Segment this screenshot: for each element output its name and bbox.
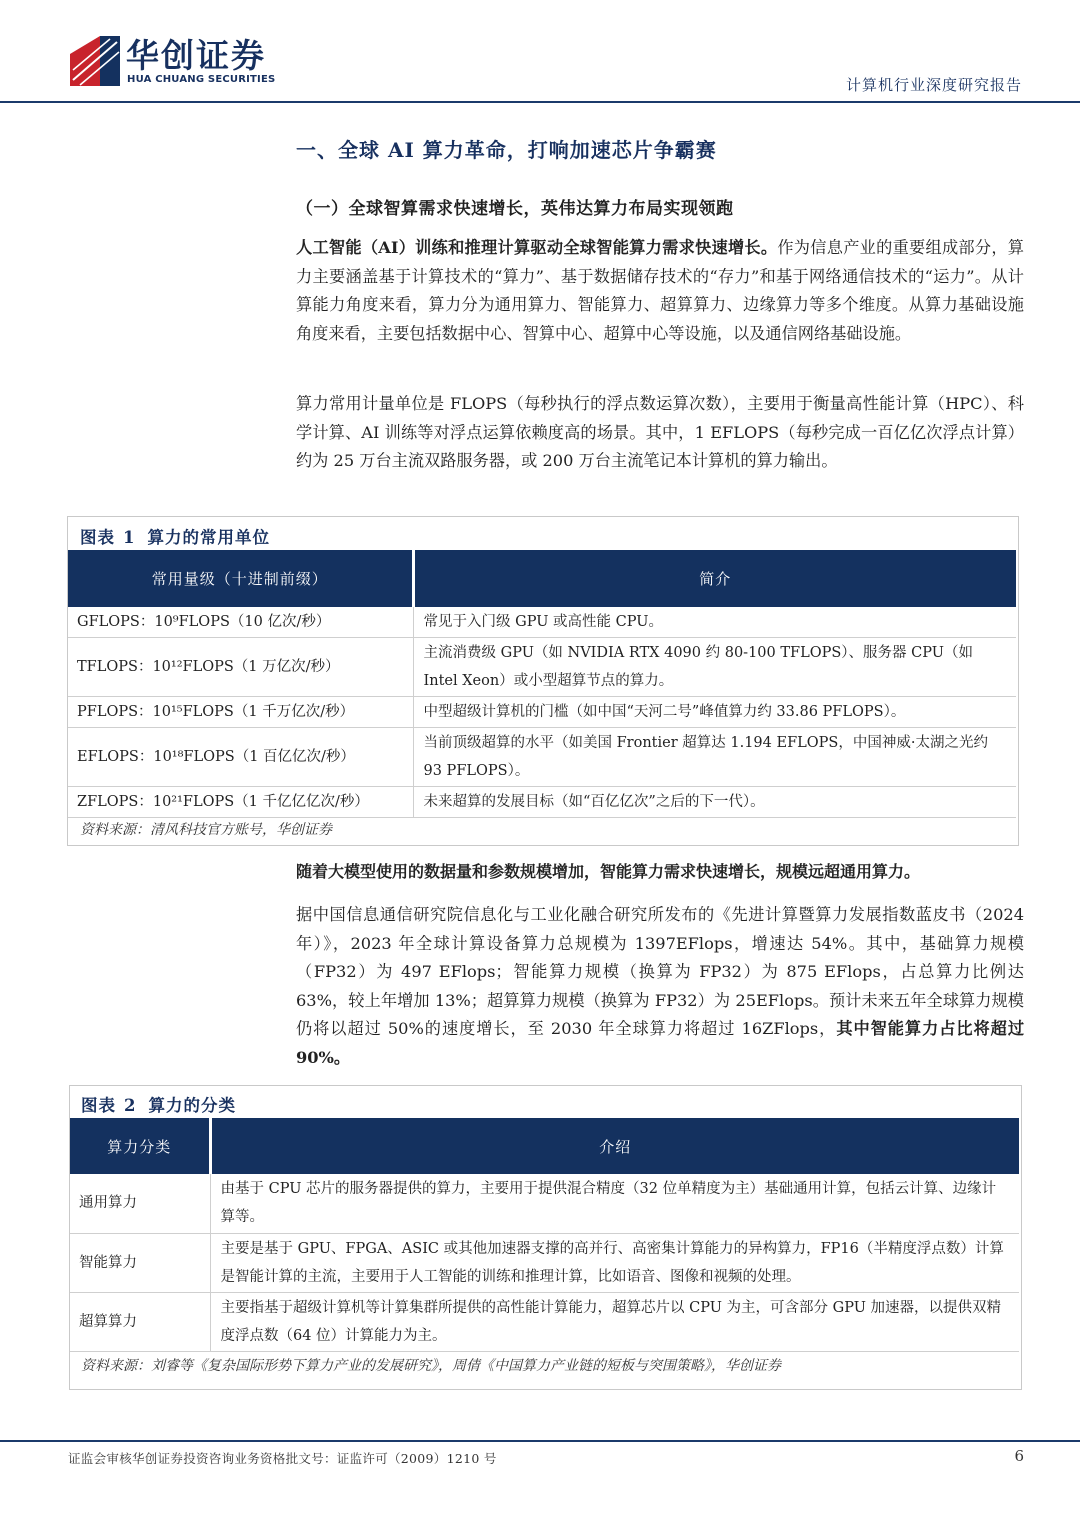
unit-cell: TFLOPS：10¹²FLOPS（1 万亿次/秒） (68, 638, 413, 697)
description-cell: 常见于入门级 GPU 或高性能 CPU。 (413, 607, 1016, 638)
table-row (68, 697, 1016, 728)
table-row (68, 638, 1016, 697)
table-row (68, 728, 1016, 787)
table-header-cell: 简介 (413, 550, 1016, 607)
figure-1-caption: 算力的常用单位 (147, 528, 270, 547)
paragraph-intro (296, 234, 1024, 348)
figure-1-number: 1 (123, 528, 136, 547)
table-header-cell: 介绍 (210, 1118, 1019, 1174)
header-divider (0, 101, 1080, 103)
table-row (68, 607, 1016, 638)
table-row (70, 1292, 1019, 1351)
figure-2 (69, 1085, 1022, 1390)
paragraph-flops-unit: 算力常用计量单位是 FLOPS（每秒执行的浮点数运算次数），主要用于衡量高性能计算（HPC）、科学计算、AI 训练等对浮点运算依赖度高的场景。其中，1 EFLOPS（每秒完成一百亿亿次浮点计算）约为 25 万台主流双路服务器，或 200 万台主流笔记本计算机的算力输出。 (296, 394, 1024, 470)
figure-1-title (80, 524, 270, 548)
figure-1-label: 图表 (80, 528, 115, 547)
footer-disclaimer: 证监会审核华创证券投资咨询业务资格批文号：证监许可（2009）1210 号 (68, 1451, 497, 1466)
paragraph-caict-body: 据中国信息通信研究院信息化与工业化融合研究所发布的《先进计算暨算力发展指数蓝皮书（2024 年）》，2023 年全球计算设备算力总规模为 1397EFlops，增速达 54%。其中，基础算力规模（FP32）为 497 EFlops；智能算力规模（换算为 FP32）为 875 EFlops，占总算力比例达 63%，较上年增加 13%；超算算力规模（换算为 FP32）为 25EFlops。预计未来五年全球算力规模仍将以超过 50%的速度增长，至 2030 年全球算力将超过 16ZFlops， (296, 905, 1024, 1038)
category-cell: 通用算力 (70, 1174, 210, 1233)
figure-2-number: 2 (124, 1096, 137, 1115)
table-header-cell: 算力分类 (70, 1118, 210, 1174)
description-cell: 未来超算的发展目标（如“百亿亿次”之后的下一代）。 (413, 787, 1016, 818)
description-cell: 当前顶级超算的水平（如美国 Frontier 超算达 1.194 EFLOPS，中国神威·太湖之光约 93 PFLOPS）。 (413, 728, 1016, 787)
table-row (70, 1233, 1019, 1292)
page-header (0, 0, 1080, 104)
figure-1-source: 资料来源：清风科技官方账号，华创证券 (80, 822, 332, 838)
description-cell: 主流消费级 GPU（如 NVIDIA RTX 4090 约 80-100 TFLOPS）、服务器 CPU（如 Intel Xeon）或小型超算节点的算力。 (413, 638, 1016, 697)
description-cell: 主要指基于超级计算机等计算集群所提供的高性能计算能力，超算芯片以 CPU 为主，可含部分 GPU 加速器，以提供双精度浮点数（64 位）计算能力为主。 (210, 1292, 1019, 1351)
logo-english-name: HUA CHUANG SECURITIES (127, 74, 276, 85)
paragraph-caict-data (296, 901, 1024, 1072)
table-row (68, 787, 1016, 818)
footer-divider (0, 1440, 1080, 1442)
table-header-cell: 常用量级（十进制前缀） (68, 550, 413, 607)
figure-2-caption: 算力的分类 (148, 1096, 236, 1115)
report-type: 计算机行业深度研究报告 (845, 76, 1022, 94)
classification-table (70, 1118, 1019, 1352)
description-cell: 由基于 CPU 芯片的服务器提供的算力，主要用于提供混合精度（32 位单精度为主）基础通用计算，包括云计算、边缘计算等。 (210, 1174, 1019, 1233)
paragraph-intro-lead: 人工智能（AI）训练和推理计算驱动全球智能算力需求快速增长。 (296, 238, 778, 257)
subsection-heading: （一）全球智算需求快速增长，英伟达算力布局实现领跑 (296, 199, 734, 219)
section-heading: 一、全球 AI 算力革命，打响加速芯片争霸赛 (296, 138, 717, 162)
units-table (68, 550, 1016, 818)
company-logo-icon (70, 36, 120, 86)
page-number: 6 (1014, 1447, 1024, 1465)
figure-1 (67, 516, 1019, 846)
paragraph-summary: 随着大模型使用的数据量和参数规模增加，智能算力需求快速增长，规模远超通用算力。 (296, 862, 921, 881)
unit-cell: PFLOPS：10¹⁵FLOPS（1 千万亿次/秒） (68, 697, 413, 728)
unit-cell: EFLOPS：10¹⁸FLOPS（1 百亿亿次/秒） (68, 728, 413, 787)
unit-cell: GFLOPS：10⁹FLOPS（10 亿次/秒） (68, 607, 413, 638)
table-row (70, 1174, 1019, 1233)
paragraph-intro-body: 作为信息产业的重要组成部分，算力主要涵盖基于计算技术的“算力”、基于数据储存技术的“存力”和基于网络通信技术的“运力”。从计算能力角度来看，算力分为通用算力、智能算力、超算算力、边缘算力等多个维度。从算力基础设施角度来看，主要包括数据中心、智算中心、超算中心等设施，以及通信网络基础设施。 (296, 238, 1024, 343)
description-cell: 中型超级计算机的门槛（如中国“天河二号”峰值算力约 33.86 PFLOPS）。 (413, 697, 1016, 728)
figure-2-source: 资料来源：刘睿等《复杂国际形势下算力产业的发展研究》，周倩《中国算力产业链的短板与突围策略》，华创证券 (81, 1358, 781, 1374)
category-cell: 智能算力 (70, 1233, 210, 1292)
figure-2-label: 图表 (81, 1096, 116, 1115)
paragraph-caict-highlight: 其中智能算力占比将超过 90%。 (296, 1019, 1025, 1067)
figure-2-title (81, 1092, 236, 1116)
logo-chinese-name: 华创证券 (126, 36, 266, 75)
category-cell: 超算算力 (70, 1292, 210, 1351)
description-cell: 主要是基于 GPU、FPGA、ASIC 或其他加速器支撑的高并行、高密集计算能力的异构算力，FP16（半精度浮点数）计算是智能计算的主流，主要用于人工智能的训练和推理计算，比如语音、图像和视频的处理。 (210, 1233, 1019, 1292)
unit-cell: ZFLOPS：10²¹FLOPS（1 千亿亿亿次/秒） (68, 787, 413, 818)
